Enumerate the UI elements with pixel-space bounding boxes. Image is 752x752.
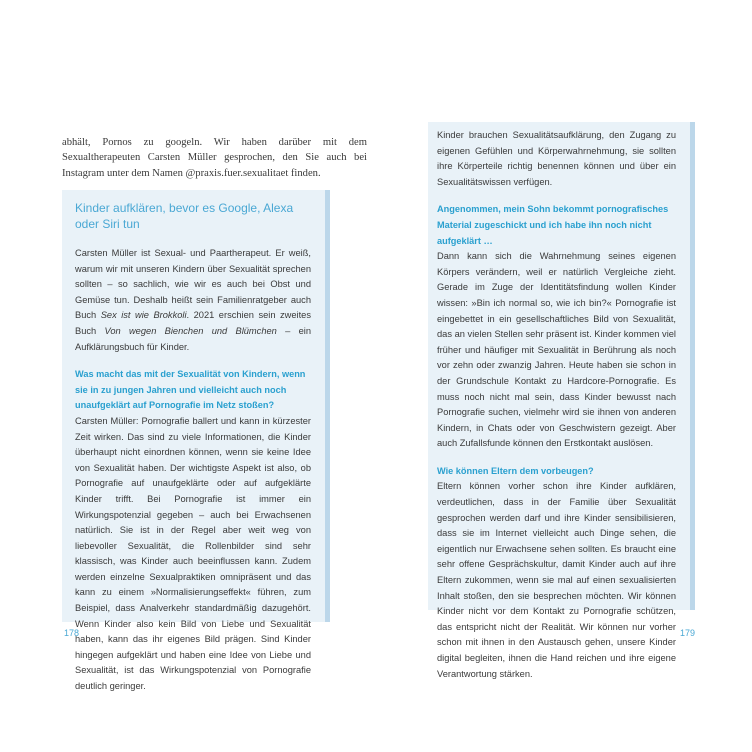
interview-answer-1: Carsten Müller: Pornografie ballert und kann in kürzester Zeit wirken. Das sind zu viele Informationen, die Kinder überhaupt nicht einordnen können, wenn sie keine Idee von Sexualität haben. Der wichtigste Aspekt ist also, ob Pornografie auf unaufgeklärte oder auf aufgeklärte Kinder trifft. Bei Pornografie ist immer ein Wirkungspotenzial gegeben – auch bei Erwachsenen natürlich. Sie ist in der Regel aber weit weg von liebevoller Sexualität, die Rollenbilder sind sehr klassisch, was Kinder auch beeinflussen kann. Zudem werden einzelne Sexualpraktiken omnipräsent und das kann zu einem »Normalisierungseffekt« führen, zum Beispiel, dass Analverkehr standardmäßig dazugehört. Wenn Kinder also kein Bild von Liebe und Sexualität haben, kann das ihr eigenes Bild prägen. Sind Kinder hingegen aufgeklärt und haben eine Idee von Liebe und Sexualität, ist das Wirkungspotenzial von Pornografie deutlich geringer. — [75, 415, 311, 692]
continued-answer: Kinder brauchen Sexualitätsaufklärung, den Zugang zu eigenen Gefühlen und Körperwahrnehmung, sie sollten ihre Körperteile richtig benennen können und über ein Sexualitätswissen verfügen. — [437, 130, 676, 187]
interview-answer-2: Dann kann sich die Wahrnehmung seines eigenen Körpers verändern, weil er natürlich Vergleiche zieht. Gerade im Zuge der Identitätsfindung wollen Kinder wissen: »Bin ich normal so, wie ich bin?« Pornografie ist eingebettet in ein gesellschaftliches Bild von Sexualität, das an vielen Stellen sehr präsent ist. Kinder kommen viel früher und häufiger mit Sexualität in Berührung als noch vor zehn oder zwanzig Jahren. Heute haben sie schon in der Grundschule Kontakt zu Hardcore-Pornografie. Es muss noch nicht mal sein, dass Kinder bewusst nach Pornografie suchen, vielmehr wird sie ihnen von anderen Kindern, in Chats oder von Geschwistern gezeigt. Aber auch Zufallsfunde können den Erstkontakt auslösen. — [437, 251, 676, 449]
page-number-right: 179 — [680, 628, 696, 638]
interview-question-2: Angenommen, mein Sohn bekommt pornografisches Material zugeschickt und ich habe ihn noch nicht aufgeklärt … — [437, 204, 669, 246]
author-intro-text-b: . 2021 erschien sein zweites Buch — [75, 310, 312, 336]
author-intro-text-c: – ein Aufklärungsbuch für Kinder. — [75, 325, 311, 352]
sidebar-title: Kinder aufklären, bevor es Google, Alexa oder Siri tun — [75, 201, 294, 231]
page-number-left: 178 — [64, 628, 80, 638]
intro-paragraph: abhält, Pornos zu googeln. Wir haben darüber mit dem Sexualtherapeuten Carsten Müller gesprochen, den Sie auch bei Instagram unter dem Namen @praxis.fuer.sexualitaet finden. — [62, 136, 367, 180]
author-intro-text-a: Carsten Müller ist Sexual- und Paartherapeut. Er weiß, warum wir mit unseren Kindern über Sexualität sprechen sollten – so sachlich, wie wir es auch bei Obst und Gemüse tun. Deshalb heißt sein Familienratgeber auch Buch — [75, 248, 311, 321]
book-title-1: Sex ist wie Brokkoli — [100, 310, 187, 321]
interview-question-3: Wie können Eltern dem vorbeugen? — [437, 465, 594, 476]
book-title-2: Von wegen Bienchen und Blümchen — [104, 325, 277, 336]
author-intro-paragraph — [75, 246, 311, 355]
interview-answer-3: Eltern können vorher schon ihre Kinder aufklären, verdeutlichen, dass in der Familie über Sexualität gesprochen werden darf und ihre Kinder sensibilisieren, dass sie im Internet vielleicht auch Dinge sehen, die eigentlich nur Erwachsene sehen sollten. Es braucht eine sehr offene Gesprächskultur, damit Kinder auch auf ihre Eltern zukommen, wenn sie mal auf einen sexualisierten Inhalt stoßen, den sie besprechen möchten. Wir können Kinder nicht vor dem Kontakt zu Pornografie schützen, das entspricht nicht der Realität. Wir können nur vorher schon mit ihnen in den Austausch gehen, unsere Kinder digital begleiten, ihnen die Hand reichen und ihre eigene Verantwortung stärken. — [437, 481, 676, 679]
interview-question-1: Was macht das mit der Sexualität von Kindern, wenn sie in zu jungen Jahren und vielleicht auch noch unaufgeklärt auf Pornografie im Netz stoßen? — [75, 369, 306, 411]
